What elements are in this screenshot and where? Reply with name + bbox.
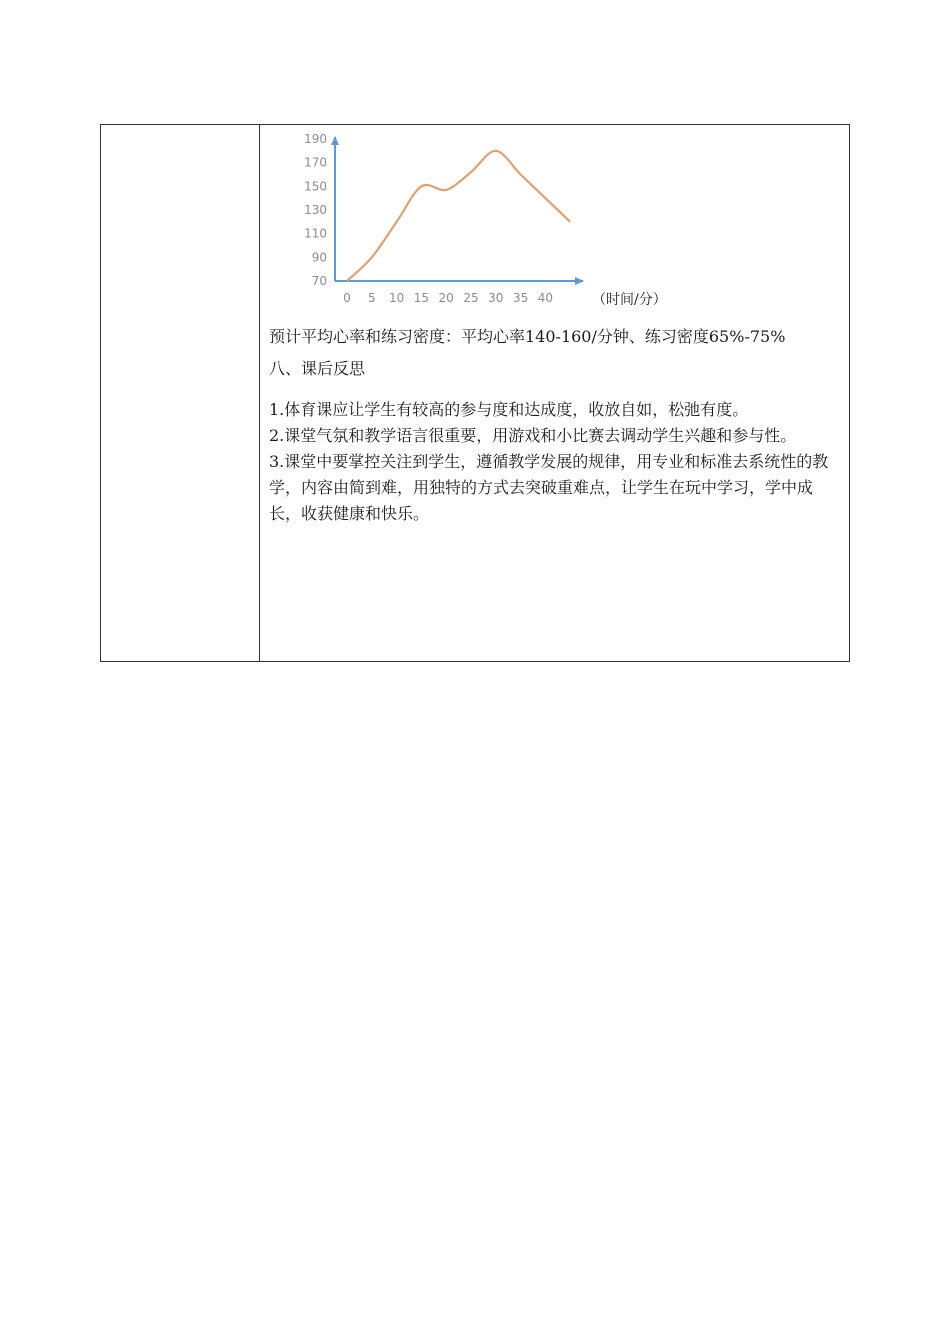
reflection-item-3: 3.课堂中要掌控关注到学生，遵循教学发展的规律，用专业和标准去系统性的教学，内容由简到难，用独特的方式去突破重难点，让学生在玩中学习，学中成长，收获健康和快乐。 (269, 452, 829, 523)
x-tick-label: 35 (512, 291, 529, 305)
spacer (269, 383, 843, 397)
x-tick-label: 0 (343, 291, 351, 305)
lesson-table (100, 124, 850, 662)
heart-rate-chart (260, 125, 849, 315)
x-axis-unit-label: （时间/分） (592, 292, 667, 308)
reflection-item-2: 2.课堂气氛和教学语言很重要，用游戏和小比赛去调动学生兴趣和参与性。 (269, 426, 797, 445)
x-tick-label: 25 (463, 291, 479, 305)
y-tick-label: 190 (304, 132, 327, 146)
reflection-list (269, 397, 843, 527)
heart-rate-chart-svg (260, 125, 849, 315)
density-line: 预计平均心率和练习密度：平均心率140-160/分钟、练习密度65%-75% (269, 327, 786, 346)
table-right-cell (260, 125, 849, 661)
y-tick-label: 90 (311, 250, 327, 265)
x-tick-label: 20 (438, 291, 454, 305)
x-tick-label: 30 (488, 291, 504, 305)
reflection-item-1: 1.体育课应让学生有较高的参与度和达成度，收放自如，松弛有度。 (269, 400, 749, 419)
y-tick-label: 70 (311, 274, 327, 288)
y-tick-label: 150 (304, 179, 327, 194)
x-tick-label: 40 (537, 291, 554, 305)
table-left-cell (101, 125, 260, 661)
section-title: 八、课后反思 (269, 359, 366, 378)
heart-rate-series-line (347, 151, 570, 281)
x-tick-label: 5 (367, 291, 376, 305)
x-tick-label: 10 (388, 291, 405, 305)
y-tick-label: 110 (304, 226, 327, 241)
y-tick-label: 170 (304, 155, 327, 170)
x-tick-label: 15 (413, 291, 430, 305)
lesson-text (269, 323, 843, 527)
y-tick-label: 130 (304, 203, 327, 217)
